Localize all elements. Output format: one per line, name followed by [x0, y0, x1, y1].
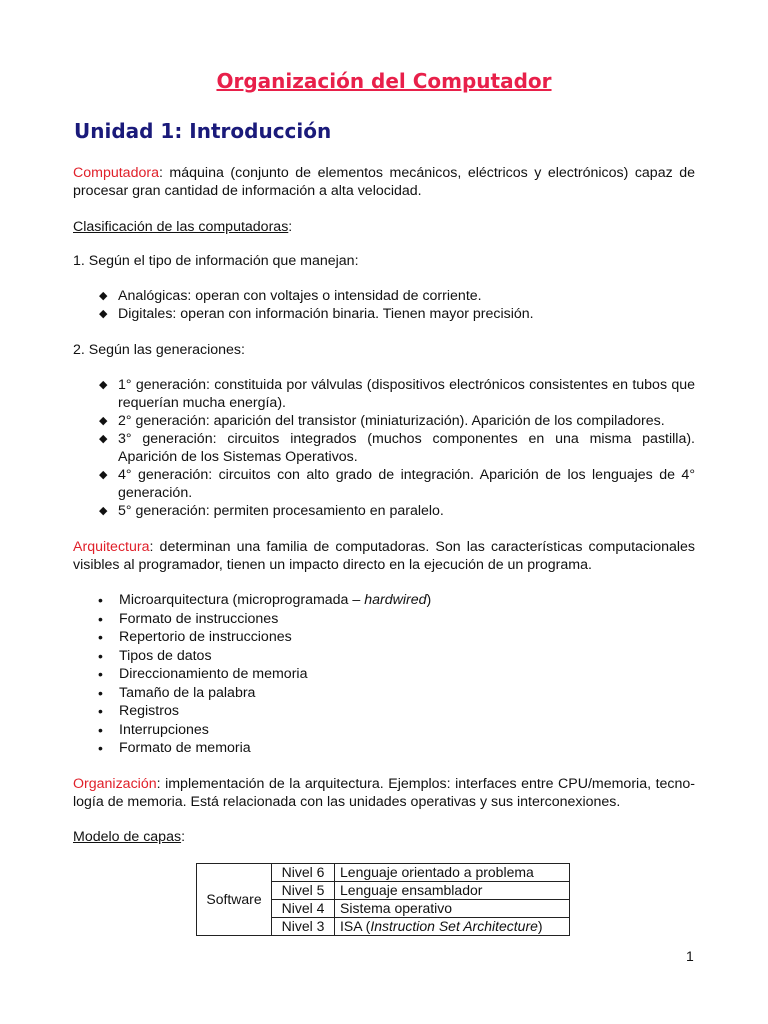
- level-cell: Nivel 6: [272, 864, 335, 882]
- generaciones-list: [98, 376, 695, 520]
- list-item: • Interrupciones: [98, 721, 209, 738]
- diamond-bullet-icon: ◆: [99, 290, 108, 302]
- description-cell: ISA (Instruction Set Architecture): [335, 918, 570, 936]
- arquitectura-definition: [73, 538, 695, 574]
- diamond-bullet-icon: ◆: [99, 379, 108, 391]
- organizacion-line1: Organización: implementación de la arquitectura. Ejemplos: interfaces entre CPU/memoria, tecno-: [73, 776, 695, 792]
- list-item: ◆ Analógicas: operan con voltajes o intensidad de corriente.: [99, 288, 482, 304]
- table-row: [197, 864, 570, 882]
- dot-bullet-icon: •: [98, 721, 103, 738]
- dot-bullet-icon: •: [98, 703, 103, 719]
- dot-bullet-icon: •: [98, 592, 103, 608]
- list-item: • Repertorio de instrucciones: [98, 629, 292, 645]
- item-1: 1. Según el tipo de información que manejan:: [73, 253, 359, 269]
- list-item: ◆ 3° generación: circuitos integrados (muchos componentes en una misma pastilla). Aparición de los Sistemas Operativos.: [99, 431, 695, 465]
- diamond-bullet-icon: ◆: [99, 469, 108, 481]
- dot-bullet-icon: •: [98, 647, 103, 664]
- dot-bullet-icon: •: [98, 666, 103, 682]
- list-item: • Registros: [98, 703, 179, 719]
- diamond-bullet-icon: ◆: [99, 505, 108, 517]
- level-cell: Nivel 5: [272, 882, 335, 900]
- list-item: • Formato de memoria: [98, 740, 251, 756]
- page-number: 1: [686, 948, 694, 964]
- document-title: Organización del Computador: [216, 69, 552, 93]
- list-item: • Formato de instrucciones: [98, 610, 279, 627]
- dot-bullet-icon: •: [98, 684, 103, 701]
- organizacion-definition: [73, 775, 695, 811]
- arquitectura-line1: Arquitectura: determinan una familia de computadoras. Son las características computacionales: [73, 539, 695, 555]
- dot-bullet-icon: •: [98, 610, 103, 627]
- diamond-bullet-icon: ◆: [99, 433, 108, 445]
- description-cell: Lenguaje ensamblador: [335, 882, 570, 900]
- clasificacion-heading: Clasificación de las computadoras:: [73, 219, 293, 235]
- level-cell: Nivel 3: [272, 918, 335, 936]
- unit-heading: Unidad 1: Introducción: [74, 119, 332, 143]
- dot-bullet-icon: •: [98, 629, 103, 645]
- description-cell: Sistema operativo: [335, 900, 570, 918]
- description-cell: Lenguaje orientado a problema: [335, 864, 570, 882]
- arquitectura-line2: visibles al programador, tienen un impacto directo en la ejecución de un programa.: [73, 557, 592, 573]
- list-item: ◆ 2° generación: aparición del transistor (miniaturización). Aparición de los compiladores.: [99, 413, 665, 429]
- level-cell: Nivel 4: [272, 900, 335, 918]
- organizacion-term: Organización: [73, 776, 157, 792]
- computadora-definition: [73, 164, 695, 200]
- computadora-term: Computadora: [73, 165, 159, 181]
- organizacion-line2: logía de memoria. Está relacionada con las unidades operativas y sus interconexiones.: [73, 794, 621, 810]
- computadora-line1: Computadora: máquina (conjunto de elementos mecánicos, eléctricos y electrónicos) capaz de: [73, 165, 695, 181]
- list-item: • Microarquitectura (microprogramada – hardwired): [98, 592, 432, 608]
- list-item: ◆ Digitales: operan con información binaria. Tienen mayor precisión.: [99, 306, 534, 322]
- list-item: • Tipos de datos: [98, 647, 212, 664]
- list-item: • Direccionamiento de memoria: [98, 666, 308, 682]
- arquitectura-list: [98, 591, 431, 758]
- arquitectura-term: Arquitectura: [73, 539, 150, 555]
- list-item: ◆ 4° generación: circuitos con alto grado de integración. Aparición de los lenguajes de 4° generación.: [99, 467, 695, 501]
- computadora-line2: procesar gran cantidad de información a alta velocidad.: [73, 183, 422, 199]
- diamond-bullet-icon: ◆: [99, 308, 108, 320]
- item-2: 2. Según las generaciones:: [73, 342, 245, 358]
- modelo-heading: Modelo de capas:: [73, 829, 186, 845]
- diamond-bullet-icon: ◆: [99, 415, 108, 427]
- list-item: • Tamaño de la palabra: [98, 684, 256, 701]
- tipos-list: [98, 287, 695, 323]
- software-group-cell: Software: [197, 864, 272, 936]
- list-item: ◆ 5° generación: permiten procesamiento en paralelo.: [99, 503, 444, 519]
- dot-bullet-icon: •: [98, 740, 103, 756]
- layers-table: [196, 863, 570, 936]
- list-item: ◆ 1° generación: constituida por válvulas (dispositivos electrónicos consistentes en tubos que requerían mucha energía).: [99, 377, 695, 411]
